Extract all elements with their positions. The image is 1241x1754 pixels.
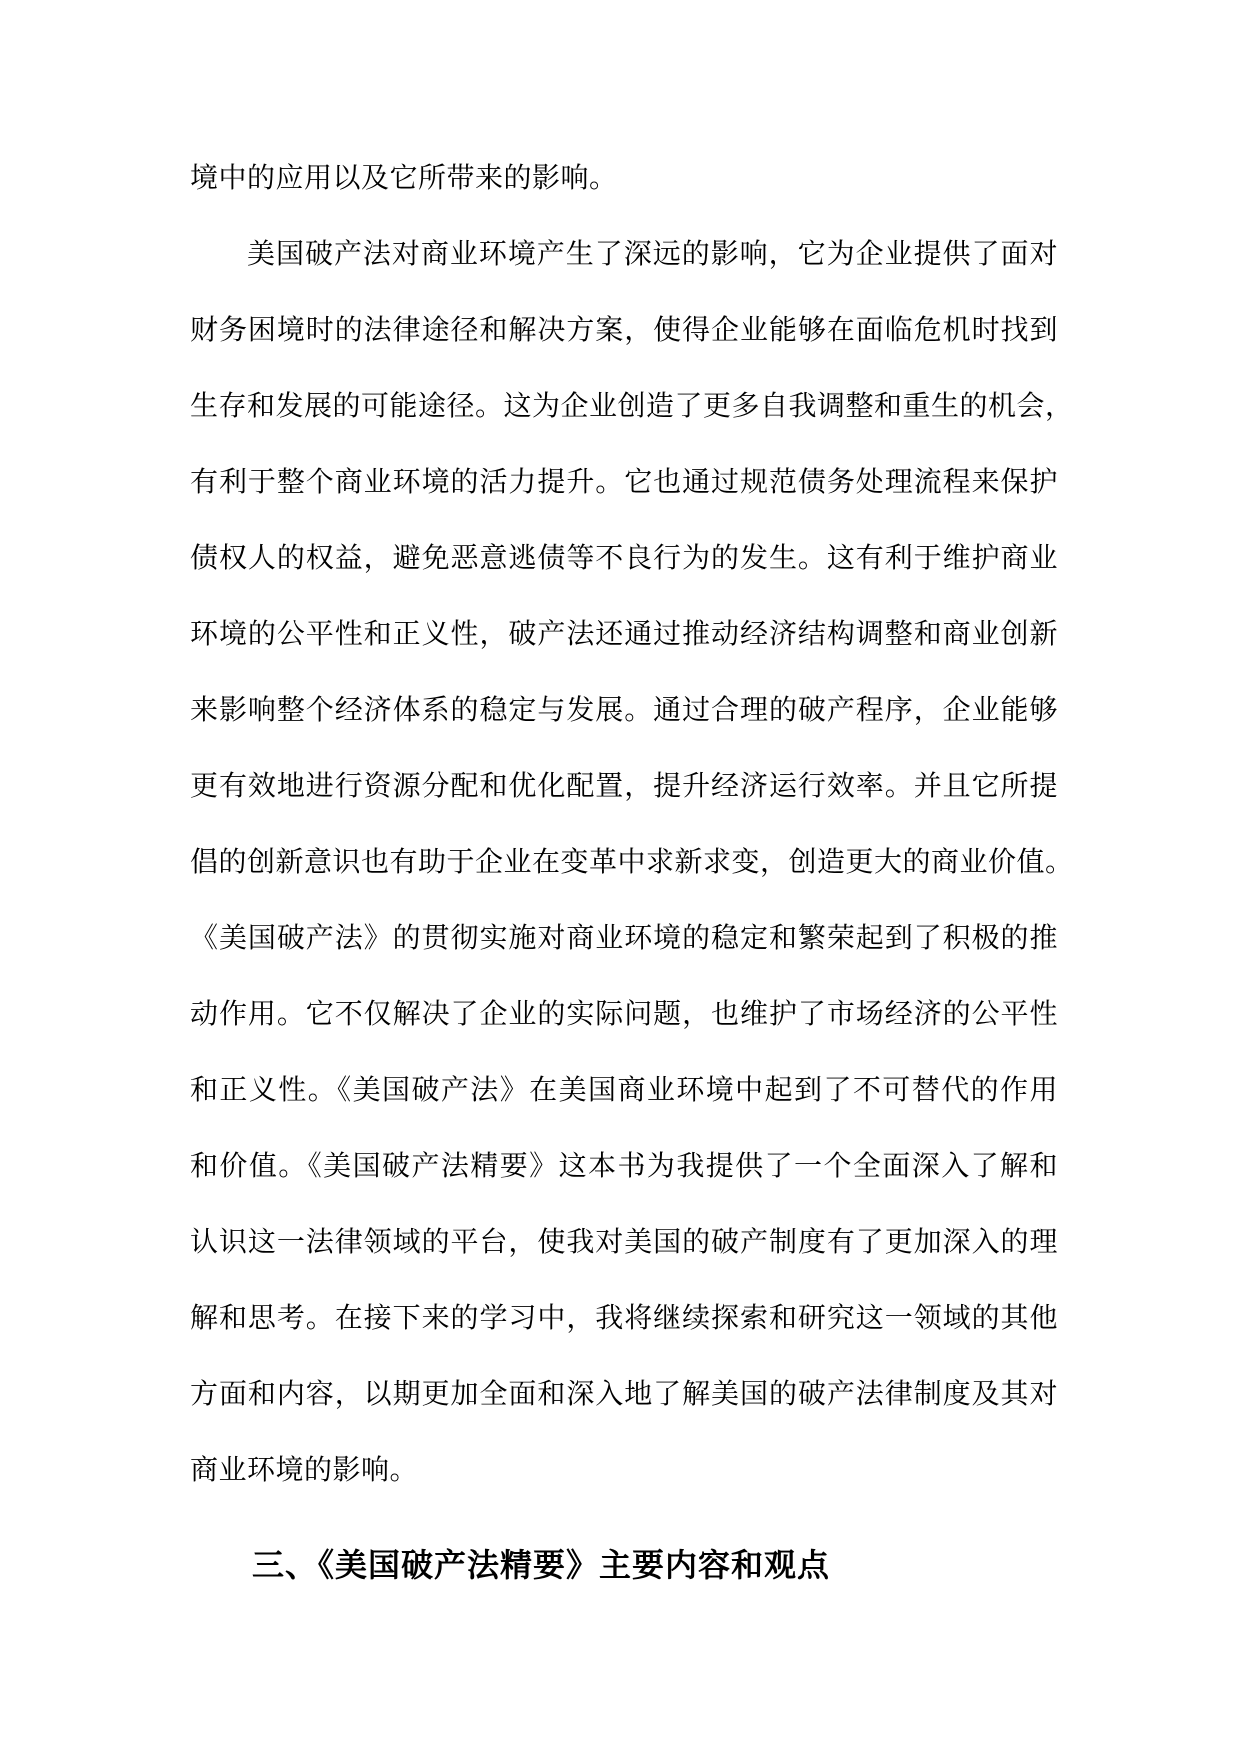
text-line: 财务困境时的法律途径和解决方案，使得企业能够在面临危机时找到 xyxy=(190,313,1058,346)
text-line: 美国破产法对商业环境产生了深远的影响，它为企业提供了面对 xyxy=(247,237,1058,270)
text-line: 环境的公平性和正义性，破产法还通过推动经济结构调整和商业创新 xyxy=(190,617,1058,650)
text-line: 生存和发展的可能途径。这为企业创造了更多自我调整和重生的机会， xyxy=(190,389,1074,422)
text-line: 有利于整个商业环境的活力提升。它也通过规范债务处理流程来保护 xyxy=(190,465,1058,498)
text-line: 和正义性。《美国破产法》在美国商业环境中起到了不可替代的作用 xyxy=(190,1073,1058,1106)
text-line: 方面和内容，以期更加全面和深入地了解美国的破产法律制度及其对 xyxy=(190,1377,1058,1410)
section-heading: 三、《美国破产法精要》主要内容和观点 xyxy=(252,1546,831,1584)
text-line: 认识这一法律领域的平台，使我对美国的破产制度有了更加深入的理 xyxy=(190,1225,1058,1258)
text-line: 更有效地进行资源分配和优化配置，提升经济运行效率。并且它所提 xyxy=(190,769,1058,802)
text-line: 来影响整个经济体系的稳定与发展。通过合理的破产程序，企业能够 xyxy=(190,693,1058,726)
text-line: 债权人的权益，避免恶意逃债等不良行为的发生。这有利于维护商业 xyxy=(190,541,1058,574)
text-line: 动作用。它不仅解决了企业的实际问题，也维护了市场经济的公平性 xyxy=(190,997,1058,1030)
body-text xyxy=(190,140,1074,1508)
text-line: 解和思考。在接下来的学习中，我将继续探索和研究这一领域的其他 xyxy=(190,1301,1058,1334)
text-line: 倡的创新意识也有助于企业在变革中求新求变，创造更大的商业价值。 xyxy=(190,845,1074,878)
text-line: 商业环境的影响。 xyxy=(190,1453,419,1486)
text-line: 境中的应用以及它所带来的影响。 xyxy=(190,161,618,194)
text-line: 和价值。《美国破产法精要》这本书为我提供了一个全面深入了解和 xyxy=(190,1149,1058,1182)
text-line: 《美国破产法》的贯彻实施对商业环境的稳定和繁荣起到了积极的推 xyxy=(190,921,1058,954)
